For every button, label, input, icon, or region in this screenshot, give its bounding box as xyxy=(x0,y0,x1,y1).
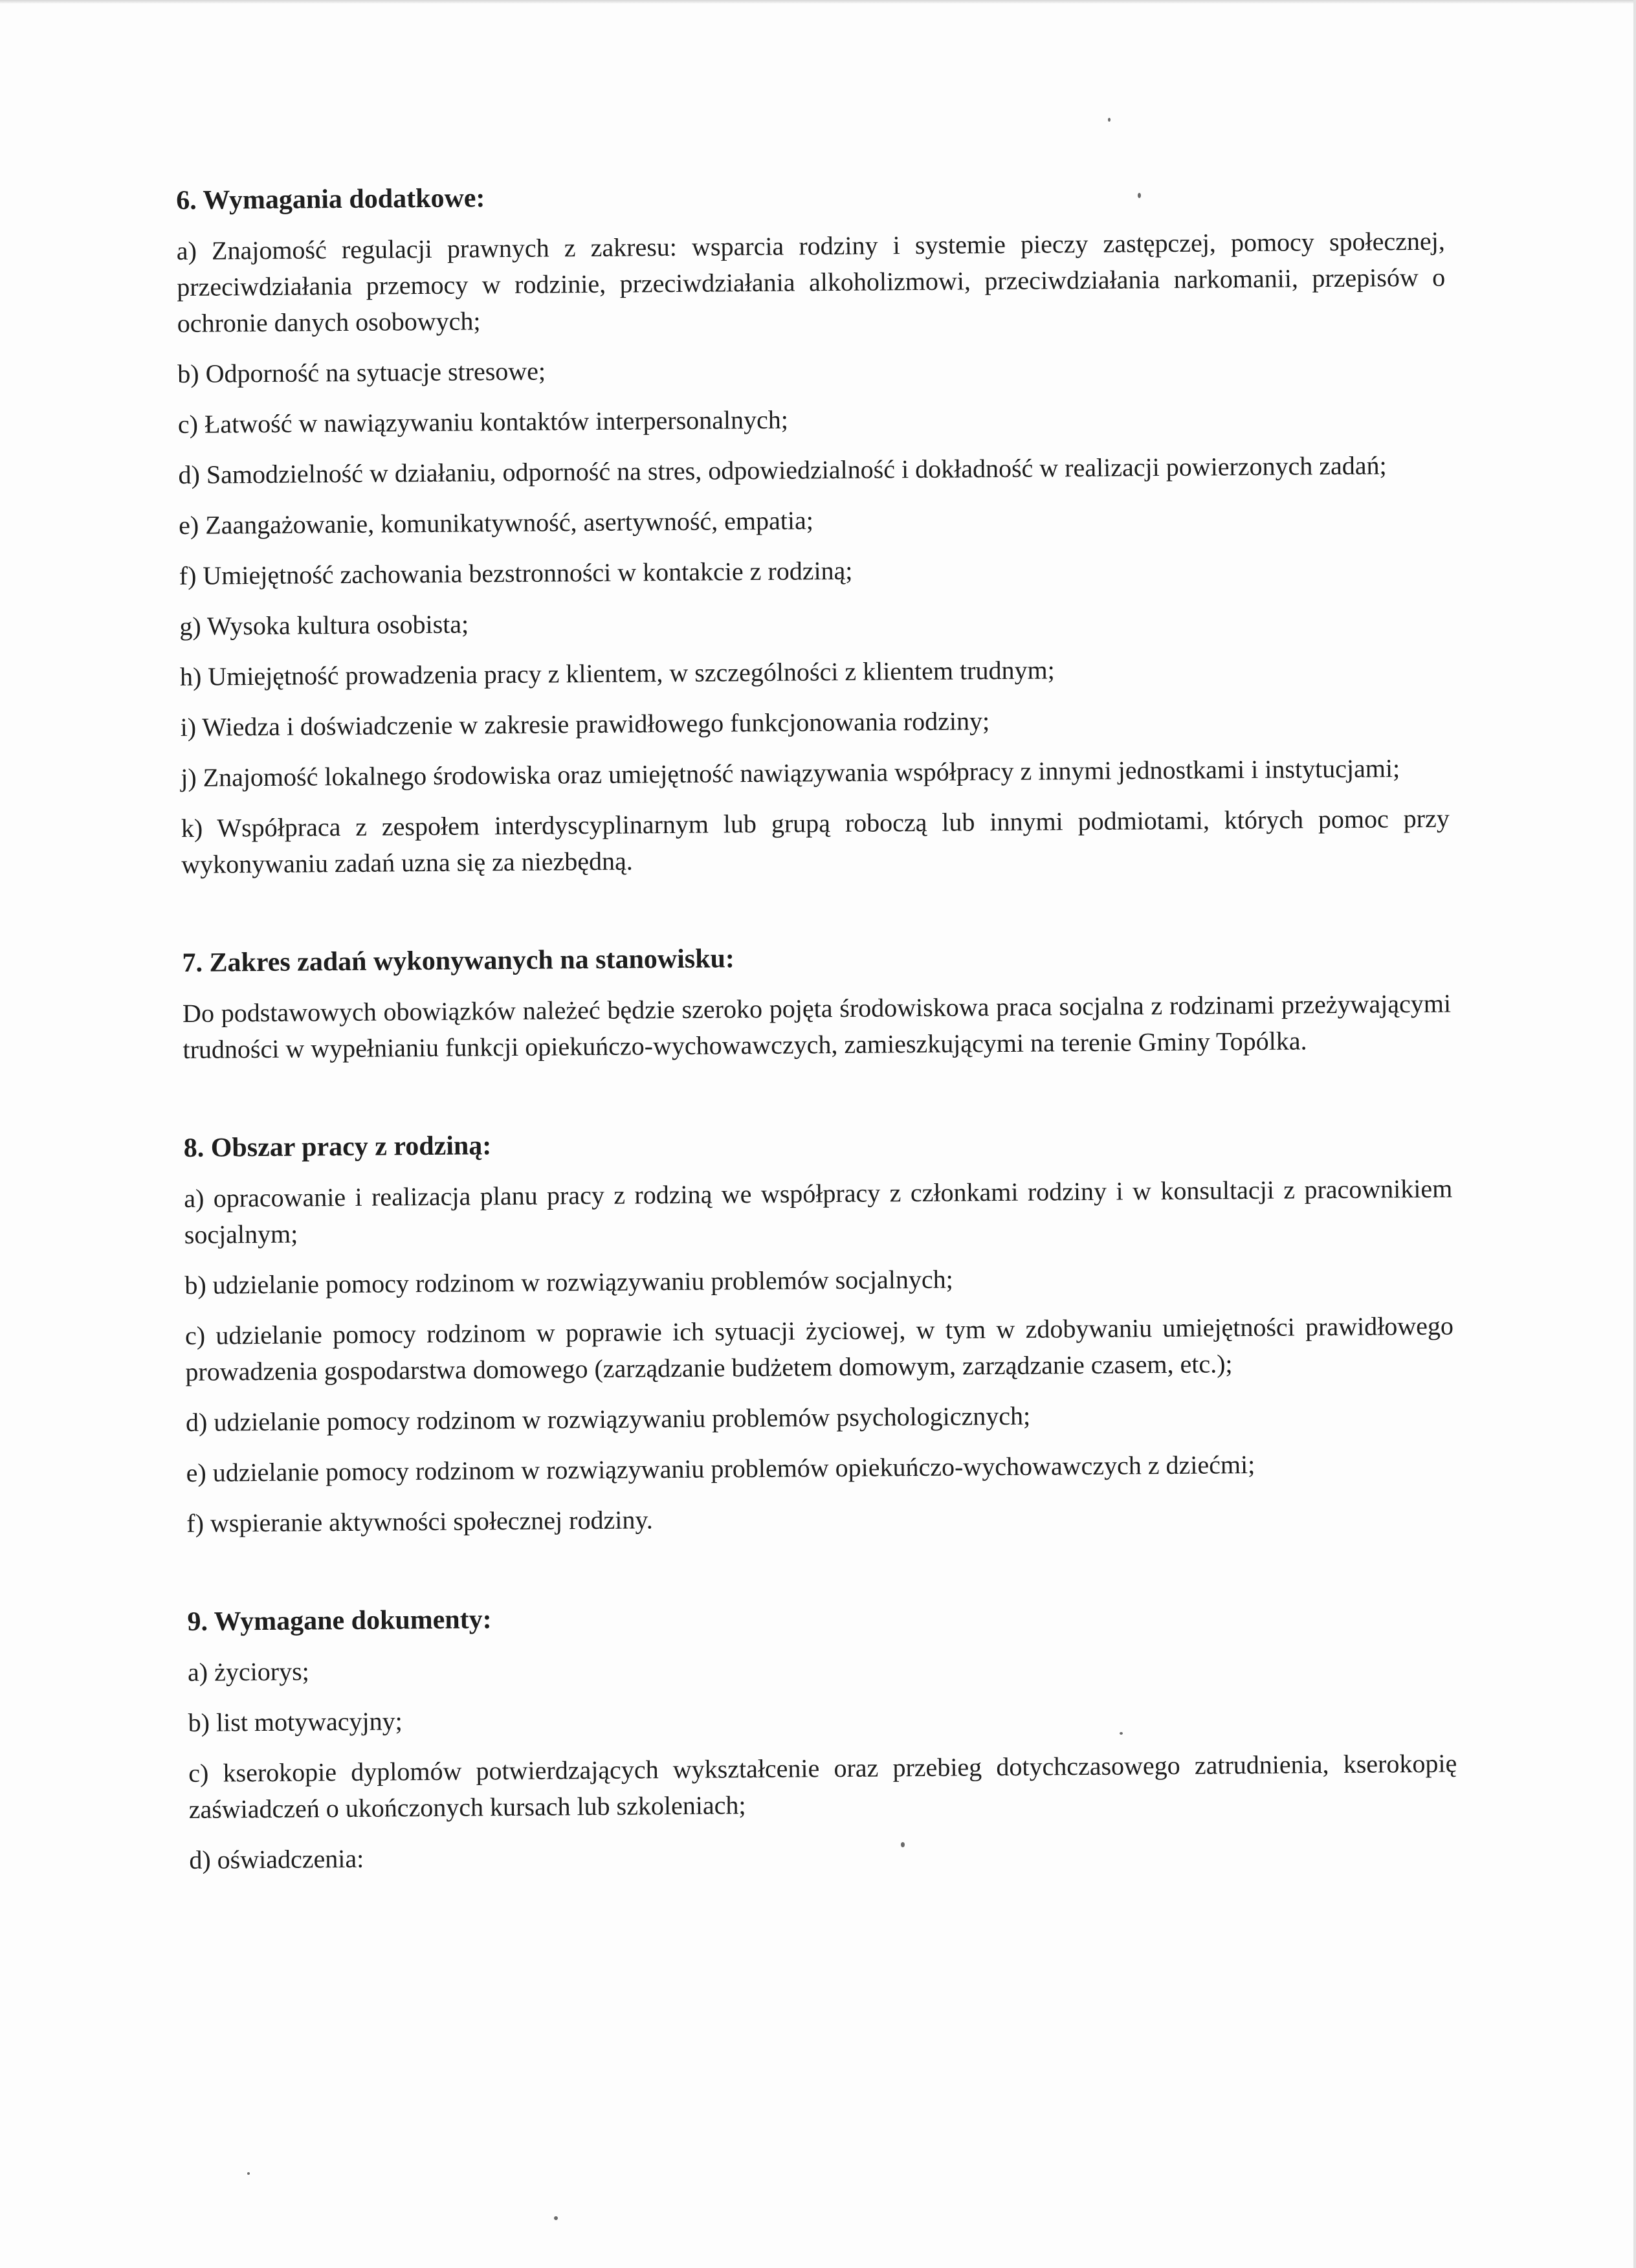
list-item: b) Odporność na sytuacje stresowe; xyxy=(177,356,546,388)
list-item: e) udzielanie pomocy rodzinom w rozwiązywaniu problemów opiekuńczo-wychowawczych z dziećmi; xyxy=(186,1449,1255,1487)
section-paragraph: Do podstawowych obowiązków należeć będzie szeroko pojęta środowiskowa praca socjalna z rodzinami przeżywającymi trudności w wypełnianiu funkcji opiekuńczo-wychowawczych, zamieszkującymi na terenie Gminy Topólka. xyxy=(182,988,1452,1064)
scan-right-edge xyxy=(1633,0,1636,2268)
list-item: i) Wiedza i doświadczenie w zakresie prawidłowego funkcjonowania rodziny; xyxy=(180,706,990,742)
list-item: c) kserokopie dyplomów potwierdzających wykształcenie oraz przebieg dotychczasowego zatrudnienia, kserokopię zaświadczeń o ukończonych kursach lub szkoleniach; xyxy=(188,1748,1457,1824)
document-body xyxy=(176,173,1458,1878)
section-required-documents xyxy=(187,1594,1457,1878)
section-heading: 9. Wymagane dokumenty: xyxy=(187,1605,492,1637)
list-item: d) Samodzielność w działaniu, odporność na stres, odpowiedzialność i dokładność w realizacji powierzonych zadań; xyxy=(178,450,1387,489)
list-item: k) Współpraca z zespołem interdyscyplinarnym lub grupą roboczą lub innymi podmiotami, których pomoc przy wykonywaniu zadań uzna się za niezbędną. xyxy=(181,803,1450,879)
scan-speck xyxy=(554,2216,558,2220)
list-item: d) udzielanie pomocy rodzinom w rozwiązywaniu problemów psychologicznych; xyxy=(185,1401,1031,1437)
list-item: f) wspieranie aktywności społecznej rodziny. xyxy=(186,1505,653,1538)
list-item: b) list motywacyjny; xyxy=(188,1706,403,1737)
scan-speck xyxy=(247,2172,250,2175)
scan-top-edge xyxy=(0,0,1636,4)
list-item: c) udzielanie pomocy rodzinom w poprawie ich sytuacji życiowej, w tym w zdobywaniu umiejętności prawidłowego prowadzenia gospodarstwa domowego (zarządzanie budżetem domowym, zarządzanie czasem, etc.); xyxy=(184,1311,1454,1386)
section-family-work-area xyxy=(183,1120,1455,1542)
list-item: d) oświadczenia: xyxy=(189,1843,364,1874)
list-item: f) Umiejętność zachowania bezstronności w kontakcie z rodziną; xyxy=(179,555,853,590)
section-heading: 7. Zakres zadań wykonywanych na stanowisku: xyxy=(182,944,735,978)
list-item: a) Znajomość regulacji prawnych z zakresu: wsparcia rodziny i systemie pieczy zastępczej, pomocy społecznej, przeciwdziałania przemocy w rodzinie, przeciwdziałania alkoholizmowi, przeciwdziałania narkomanii, przepisów o ochronie danych osobowych; xyxy=(176,226,1446,338)
section-scope-of-duties xyxy=(182,935,1451,1068)
list-item: b) udzielanie pomocy rodzinom w rozwiązywaniu problemów socjalnych; xyxy=(184,1264,953,1300)
list-item: a) życiorys; xyxy=(187,1656,309,1687)
section-additional-requirements xyxy=(176,173,1450,883)
list-item: j) Znajomość lokalnego środowiska oraz umiejętność nawiązywania współpracy z innymi jednostkami i instytucjami; xyxy=(181,753,1400,792)
list-item: h) Umiejętność prowadzenia pracy z klientem, w szczególności z klientem trudnym; xyxy=(179,655,1055,691)
section-heading: 6. Wymagania dodatkowe: xyxy=(176,183,485,216)
scan-speck xyxy=(1108,118,1111,122)
list-item: a) opracowanie i realizacja planu pracy z rodziną we współpracy z członkami rodziny i w konsultacji z pracownikiem socjalnym; xyxy=(184,1173,1453,1249)
section-heading: 8. Obszar pracy z rodziną: xyxy=(183,1131,492,1163)
list-item: e) Zaangażowanie, komunikatywność, asertywność, empatia; xyxy=(178,506,814,540)
list-item: g) Wysoka kultura osobista; xyxy=(179,609,469,641)
list-item: c) Łatwość w nawiązywaniu kontaktów interpersonalnych; xyxy=(177,405,789,439)
